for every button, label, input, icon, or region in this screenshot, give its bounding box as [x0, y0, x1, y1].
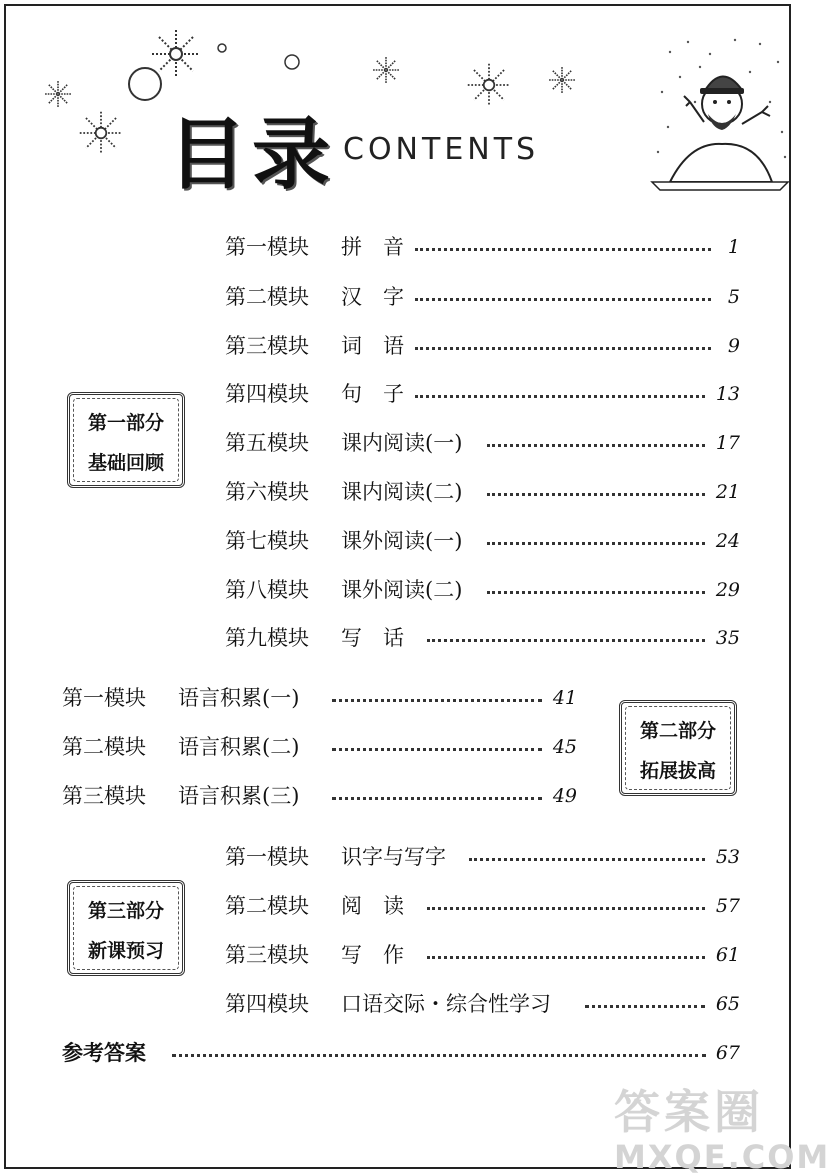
part-number: 第一部分	[87, 412, 164, 434]
dot-leader	[487, 444, 705, 447]
module-title: 课内阅读(二)	[341, 480, 463, 504]
page-number: 41	[552, 687, 577, 709]
snowflake-icon	[372, 56, 400, 84]
module-number: 第三模块	[225, 943, 309, 967]
module-number: 第八模块	[225, 578, 309, 602]
snowflake-icon	[466, 62, 512, 108]
dot-leader	[415, 347, 711, 350]
part-name: 拓展拔高	[639, 760, 716, 782]
page-number: 17	[715, 432, 740, 454]
module-number: 第一模块	[62, 686, 146, 710]
module-title: 句 子	[341, 382, 404, 406]
dot-leader	[487, 493, 705, 496]
snowflake-icon	[548, 66, 576, 94]
page-title: 目录	[168, 110, 337, 200]
snowman-illustration-icon	[650, 32, 790, 192]
toc-entry[interactable]	[225, 526, 740, 556]
toc-entry[interactable]	[225, 891, 740, 921]
part-label-2	[619, 700, 737, 796]
dot-leader	[427, 956, 705, 959]
toc-entry[interactable]	[225, 623, 740, 653]
part-number: 第三部分	[87, 900, 164, 922]
module-number: 第一模块	[225, 845, 309, 869]
watermark	[614, 1076, 830, 1176]
module-title: 语言积累(一)	[178, 686, 300, 710]
toc-entry[interactable]	[62, 732, 577, 762]
page-subtitle: CONTENTS	[343, 132, 540, 167]
dot-leader	[585, 1005, 705, 1008]
page-number: 9	[727, 335, 740, 357]
snowflake-icon	[78, 110, 124, 156]
dot-leader	[469, 858, 705, 861]
module-title: 课外阅读(一)	[341, 529, 463, 553]
toc-entry-answers[interactable]	[62, 1038, 740, 1068]
page-number: 29	[715, 579, 740, 601]
snowflake-icon	[44, 80, 72, 108]
toc-entry[interactable]	[62, 781, 577, 811]
dot-leader	[332, 748, 542, 751]
part-label-1	[67, 392, 185, 488]
dot-leader	[487, 542, 705, 545]
watermark-logo-text: 答案圈	[614, 1085, 764, 1139]
module-title: 口语交际・综合性学习	[341, 992, 551, 1016]
module-title: 汉 字	[341, 285, 404, 309]
dot-leader	[427, 907, 705, 910]
dot-leader	[332, 797, 542, 800]
dot-leader	[415, 298, 711, 301]
part-name: 基础回顾	[87, 452, 164, 474]
page-number: 57	[715, 895, 740, 917]
page-number: 65	[715, 993, 740, 1015]
dot-leader	[487, 591, 705, 594]
page-number: 49	[552, 785, 577, 807]
toc-entry[interactable]	[225, 989, 740, 1019]
module-title: 阅 读	[341, 894, 404, 918]
module-number: 第三模块	[225, 334, 309, 358]
answers-label: 参考答案	[62, 1041, 146, 1065]
module-number: 第九模块	[225, 626, 309, 650]
part-name: 新课预习	[87, 940, 164, 962]
dot-leader	[427, 639, 705, 642]
page-number: 61	[715, 944, 740, 966]
module-number: 第七模块	[225, 529, 309, 553]
module-title: 课外阅读(二)	[341, 578, 463, 602]
module-title: 语言积累(三)	[178, 784, 300, 808]
toc-entry[interactable]	[225, 232, 740, 262]
module-number: 第二模块	[62, 735, 146, 759]
module-title: 词 语	[341, 334, 404, 358]
toc-entry[interactable]	[62, 683, 577, 713]
toc-entry[interactable]	[225, 428, 740, 458]
toc-entry[interactable]	[225, 477, 740, 507]
bubble-icon	[282, 52, 302, 72]
module-number: 第四模块	[225, 992, 309, 1016]
toc-entry[interactable]	[225, 331, 740, 361]
page-number: 5	[727, 286, 740, 308]
page-number: 67	[715, 1042, 740, 1064]
page-number: 21	[715, 481, 740, 503]
module-number: 第二模块	[225, 894, 309, 918]
module-title: 拼 音	[341, 235, 404, 259]
bubble-icon	[216, 42, 228, 54]
page-number: 24	[715, 530, 740, 552]
module-title: 课内阅读(一)	[341, 431, 463, 455]
module-number: 第四模块	[225, 382, 309, 406]
part-label-3	[67, 880, 185, 976]
module-title: 写 作	[341, 943, 404, 967]
toc-entry[interactable]	[225, 575, 740, 605]
bubble-icon	[125, 64, 165, 104]
part-number: 第二部分	[639, 720, 716, 742]
page-number: 35	[715, 627, 740, 649]
module-number: 第五模块	[225, 431, 309, 455]
toc-entry[interactable]	[225, 842, 740, 872]
module-number: 第一模块	[225, 235, 309, 259]
page-number: 53	[715, 846, 740, 868]
module-number: 第二模块	[225, 285, 309, 309]
watermark-url: MXQE.COM	[614, 1138, 830, 1176]
dot-leader	[172, 1054, 706, 1057]
toc-entry[interactable]	[225, 940, 740, 970]
module-title: 写 话	[341, 626, 404, 650]
module-number: 第六模块	[225, 480, 309, 504]
module-title: 语言积累(二)	[178, 735, 300, 759]
module-title: 识字与写字	[341, 845, 446, 869]
dot-leader	[332, 699, 542, 702]
dot-leader	[415, 248, 711, 251]
module-number: 第三模块	[62, 784, 146, 808]
page-number: 13	[715, 383, 740, 405]
toc-entry[interactable]	[225, 379, 740, 409]
toc-entry[interactable]	[225, 282, 740, 312]
page-number: 45	[552, 736, 577, 758]
dot-leader	[415, 395, 705, 398]
page-number: 1	[727, 236, 740, 258]
